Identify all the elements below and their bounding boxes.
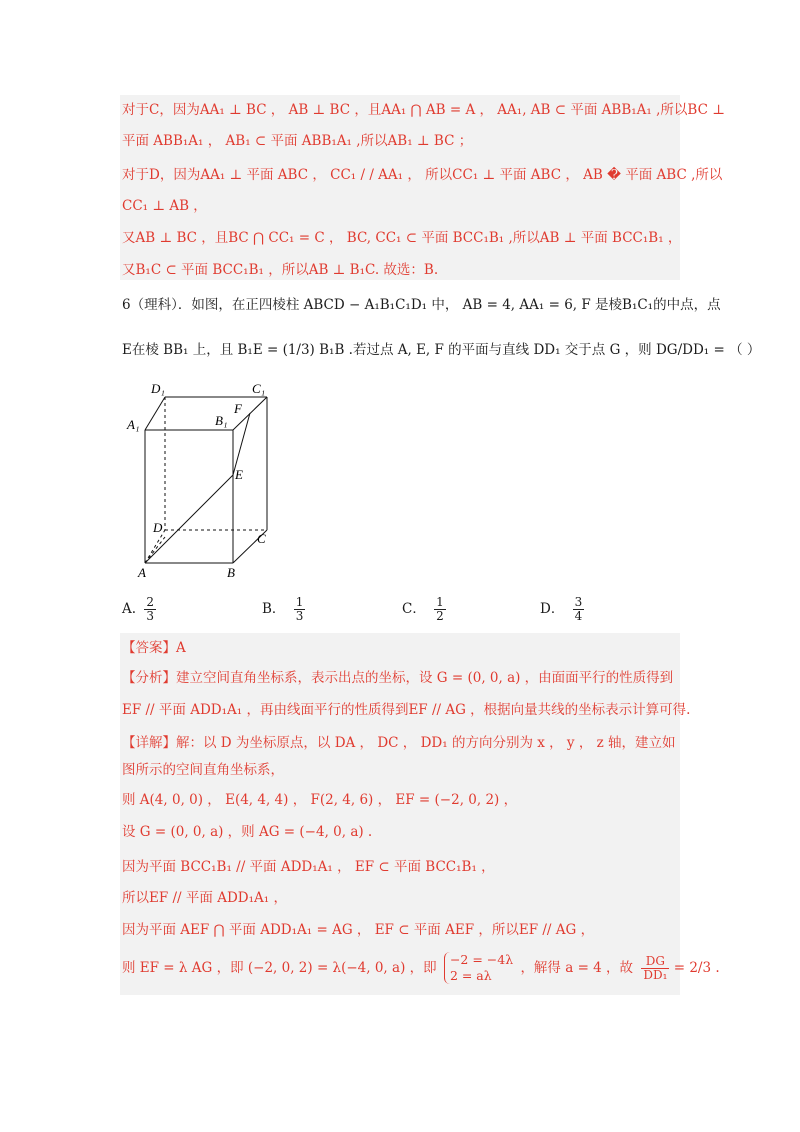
option-b[interactable]: [262, 596, 305, 623]
option-a[interactable]: [122, 596, 156, 623]
label-F: F: [234, 401, 242, 416]
solution-line-3: 对于D，因为AA₁ ⊥ 平面 ABC ， CC₁ / / AA₁ ， 所以CC₁ ⊥ 平面 ABC ， AB � 平面 ABC ,所以: [122, 167, 723, 183]
option-b-letter: B．: [262, 601, 286, 617]
option-c[interactable]: [402, 596, 446, 623]
detail-line-8-start: 则 EF = λ AG ，即 (−2, 0, 2) = λ(−4, 0, a) ，即: [122, 960, 437, 976]
option-a-letter: A.: [122, 601, 137, 617]
analysis-line-1: 【分析】建立空间直角坐标系，表示出点的坐标，设 G = (0, 0, a) ，由面面平行的性质得到: [122, 670, 674, 686]
detail-line-8-end: = 2/3 .: [673, 960, 720, 976]
label-D: D: [153, 520, 163, 535]
solution-line-1: 对于C，因为AA₁ ⊥ BC ， AB ⊥ BC ，且AA₁ ⋂ AB = A ， AA₁, AB ⊂ 平面 ABB₁A₁ ,所以BC ⊥: [122, 102, 725, 118]
equation-2: 2 = aλ: [449, 968, 492, 983]
option-c-fraction: $\frac{1}{2}$: [436, 595, 444, 623]
option-a-fraction: $\frac{2}{3}$: [146, 595, 154, 623]
label-D1: D₁: [151, 381, 165, 396]
option-b-fraction: $\frac{1}{3}$: [295, 595, 304, 623]
equation-system: [444, 952, 513, 984]
prism-figure: [115, 375, 275, 595]
detail-line-8-middle: ，解得 a = 4 ，故: [520, 960, 634, 976]
label-E: E: [235, 467, 243, 482]
question-line-2: E在棱 BB₁ 上，且 B₁E = (1/3) B₁B .若过点 A, E, F 的平面与直线 DD₁ 交于点 G ，则 DG/DD₁ = （ ）: [122, 342, 761, 358]
option-d-fraction: $\frac{3}{4}$: [574, 595, 583, 623]
detail-line-2: 图所示的空间直角坐标系，: [122, 762, 284, 778]
detail-line-7: 因为平面 AEF ⋂ 平面 ADD₁A₁ = AG ， EF ⊂ 平面 AEF ，所以EF // AG ，: [122, 922, 595, 938]
answer-line: 【答案】A: [122, 640, 186, 656]
detail-line-1: 【详解】解：以 D 为坐标原点，以 DA ， DC ， DD₁ 的方向分别为 x ， y ， z 轴，建立如: [122, 735, 676, 751]
label-A: A: [138, 565, 146, 580]
detail-line-6: 所以EF // 平面 ADD₁A₁ ，: [122, 890, 287, 906]
option-d-letter: D．: [540, 601, 565, 617]
option-d[interactable]: [540, 596, 584, 623]
detail-line-5: 因为平面 BCC₁B₁ // 平面 ADD₁A₁ ， EF ⊂ 平面 BCC₁B₁ ，: [122, 859, 495, 875]
label-C: C: [257, 531, 266, 546]
analysis-line-2: EF // 平面 ADD₁A₁ ，再由线面平行的性质得到EF // AG ，根据向量共线的坐标表示计算可得.: [122, 702, 691, 718]
previous-solution-block: [120, 95, 680, 280]
label-B1: B₁: [215, 413, 228, 428]
question-line-1: 6（理科）．如图，在正四棱柱 ABCD − A₁B₁C₁D₁ 中， AB = 4, AA₁ = 6, F 是棱B₁C₁的中点，点: [122, 297, 721, 313]
label-A1: A₁: [127, 417, 140, 432]
solution-line-5: 又AB ⊥ BC ，且BC ⋂ CC₁ = C ， BC, CC₁ ⊂ 平面 BCC₁B₁ ,所以AB ⊥ 平面 BCC₁B₁ ，: [122, 230, 682, 246]
detail-line-3: 则 A(4, 0, 0) ， E(4, 4, 4) ， F(2, 4, 6) ， EF = (−2, 0, 2) ，: [122, 792, 518, 808]
solution-line-4: CC₁ ⊥ AB ，: [122, 198, 207, 214]
label-B: B: [227, 565, 235, 580]
option-c-letter: C．: [402, 601, 426, 617]
solution-line-6: 又B₁C ⊂ 平面 BCC₁B₁ ，所以AB ⊥ B₁C. 故选：B.: [122, 262, 439, 278]
detail-line-4: 设 G = (0, 0, a) ，则 AG = (−4, 0, a) .: [122, 824, 373, 840]
equation-1: −2 = −4λ: [449, 952, 514, 967]
detail-line-8: [122, 952, 720, 992]
solution-line-2: 平面 ABB₁A₁ ， AB₁ ⊂ 平面 ABB₁A₁ ,所以AB₁ ⊥ BC ；: [122, 133, 473, 149]
label-C1: C₁: [252, 381, 266, 396]
ratio-fraction: $\frac{DG}{\text{DD₁}}$: [643, 953, 668, 982]
